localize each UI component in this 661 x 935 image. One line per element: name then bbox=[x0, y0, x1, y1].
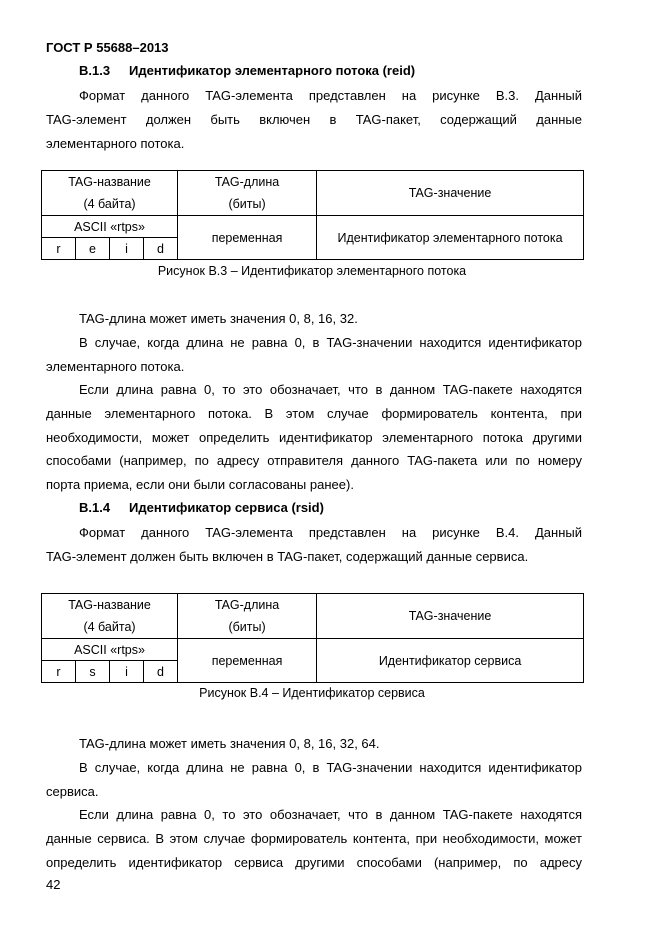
section-title: Идентификатор сервиса (rsid) bbox=[129, 500, 324, 515]
text-line: элементарного потока. bbox=[46, 358, 185, 374]
text-line: данные элементарного потока. В этом случае формирователь контента, при bbox=[46, 405, 582, 421]
text-line: Если длина равна 0, то это обозначает, что в данном TAG-пакете находятся bbox=[79, 382, 582, 397]
tag-length-header: TAG-длина (биты) bbox=[178, 594, 317, 639]
text-line: Формат данного TAG-элемента представлен на рисунке B.3. Данный bbox=[79, 88, 582, 103]
text-line: данные сервиса. В этом случае формирователь контента, при необходимости, может bbox=[46, 830, 582, 846]
text-line: TAG-длина может иметь значения 0, 8, 16, 32. bbox=[79, 311, 358, 326]
section-heading-b13 bbox=[79, 63, 415, 78]
document-header: ГОСТ Р 55688–2013 bbox=[46, 40, 169, 55]
paragraph-b14-p2 bbox=[46, 756, 582, 804]
figure-caption-b3: Рисунок B.3 – Идентификатор элементарного потока bbox=[157, 264, 467, 278]
text-line: сервиса. bbox=[46, 783, 99, 799]
text-line: Если длина равна 0, то это обозначает, что в данном TAG-пакете находятся bbox=[79, 807, 582, 822]
tag-value: Идентификатор сервиса bbox=[317, 639, 584, 683]
tag-name-header: TAG-название (4 байта) bbox=[42, 171, 178, 216]
tag-value-header: TAG-значение bbox=[317, 594, 584, 639]
section-number: B.1.4 bbox=[79, 500, 111, 515]
paragraph-intro-b14 bbox=[46, 521, 582, 569]
text-line: Формат данного TAG-элемента представлен на рисунке B.4. Данный bbox=[79, 525, 582, 540]
text-line: порта приема, если они были согласованы ранее). bbox=[46, 477, 354, 493]
tag-value-header: TAG-значение bbox=[317, 171, 584, 216]
text-line: TAG-элемент должен быть включен в TAG-пакет, содержащий данные bbox=[46, 111, 582, 127]
paragraph-b14-p1 bbox=[46, 732, 582, 756]
text-line: В случае, когда длина не равна 0, в TAG-значении находится идентификатор bbox=[79, 335, 582, 350]
char-cell: i bbox=[110, 238, 144, 260]
char-cell: s bbox=[76, 661, 110, 683]
paragraph-b13-p1 bbox=[46, 307, 582, 331]
paragraph-b13-p2 bbox=[46, 331, 582, 379]
tag-table-b4 bbox=[41, 593, 584, 683]
tag-value: Идентификатор элементарного потока bbox=[317, 216, 584, 260]
tag-length-value: переменная bbox=[178, 639, 317, 683]
ascii-cell: ASCII «rtps» bbox=[42, 639, 178, 661]
char-cell: d bbox=[144, 238, 178, 260]
tag-name-header: TAG-название (4 байта) bbox=[42, 594, 178, 639]
char-cell: r bbox=[42, 661, 76, 683]
paragraph-b13-p3 bbox=[46, 378, 582, 497]
page-number: 42 bbox=[46, 877, 61, 892]
paragraph-intro-b13 bbox=[46, 84, 582, 155]
text-line: элементарного потока. bbox=[46, 135, 185, 151]
section-title: Идентификатор элементарного потока (reid) bbox=[129, 63, 416, 78]
paragraph-b14-p3 bbox=[46, 803, 582, 874]
tag-table-b3 bbox=[41, 170, 584, 260]
text-line: TAG-элемент должен быть включен в TAG-пакет, содержащий данные сервиса. bbox=[46, 548, 529, 564]
section-heading-b14 bbox=[79, 500, 324, 515]
text-line: необходимости, может определить идентификатор элементарного потока другими bbox=[46, 429, 582, 445]
char-cell: r bbox=[42, 238, 76, 260]
text-line: В случае, когда длина не равна 0, в TAG-значении находится идентификатор bbox=[79, 760, 582, 775]
figure-caption-b4: Рисунок B.4 – Идентификатор сервиса bbox=[199, 686, 425, 700]
ascii-cell: ASCII «rtps» bbox=[42, 216, 178, 238]
section-number: B.1.3 bbox=[79, 63, 111, 78]
char-cell: d bbox=[144, 661, 178, 683]
text-line: способами (например, по адресу отправителя данного TAG-пакета или по номеру bbox=[46, 453, 582, 469]
tag-length-value: переменная bbox=[178, 216, 317, 260]
text-line: определить идентификатор сервиса другими способами (например, по адресу bbox=[46, 854, 582, 870]
char-cell: i bbox=[110, 661, 144, 683]
text-line: TAG-длина может иметь значения 0, 8, 16, 32, 64. bbox=[79, 736, 380, 751]
char-cell: e bbox=[76, 238, 110, 260]
tag-length-header: TAG-длина (биты) bbox=[178, 171, 317, 216]
